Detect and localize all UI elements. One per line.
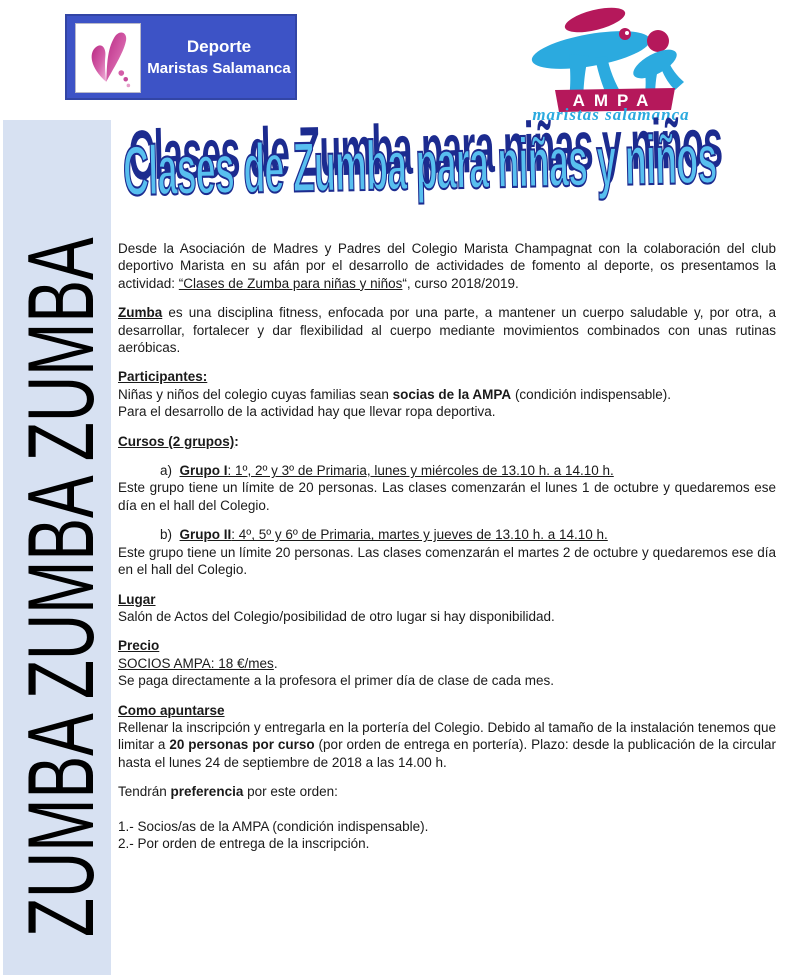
text-segment: Rellenar la inscripción y entregarla en la portería del Colegio. Debido al tamaño de la instalación tenemos que limitar a bbox=[118, 719, 776, 753]
document-body bbox=[118, 240, 776, 852]
text-segment: a) bbox=[160, 463, 180, 479]
text-segment: Grupo II bbox=[179, 527, 232, 543]
orden-item-2 bbox=[118, 835, 776, 852]
ampa-logo bbox=[505, 4, 717, 122]
text-segment: . bbox=[273, 655, 278, 671]
text-segment: es una disciplina fitness, enfocada por una parte, a mantener un cuerpo saludable y, por otra, a desarrollar, fortalecer y dar flexibilidad al cuerpo mediante movimientos combinados con unas rutinas aeróbicas. bbox=[118, 305, 776, 356]
text-segment: Este grupo tiene un límite 20 personas. Las clases comenzarán el martes 2 de octubre y quedaremos ese día en el hall del Colegio. bbox=[118, 544, 776, 578]
text-segment: (condición indispensable). bbox=[511, 386, 672, 402]
text-segment: Cursos (2 grupos) bbox=[118, 433, 235, 449]
deporte-maristas-logo bbox=[65, 14, 297, 100]
deporte-logo-text bbox=[145, 16, 293, 98]
text-segment: SOCIOS AMPA: 18 €/mes bbox=[118, 655, 274, 671]
text-segment: b) bbox=[160, 527, 180, 543]
text-segment: Para el desarrollo de la actividad hay que llevar ropa deportiva. bbox=[118, 404, 496, 420]
ampa-banner-text: AMPA bbox=[572, 91, 658, 110]
text-segment: Se paga directamente a la profesora el primer día de clase de cada mes. bbox=[118, 673, 554, 689]
text-segment: “Clases de Zumba para niñas y niños bbox=[178, 275, 403, 291]
text-segment: socias de la AMPA bbox=[392, 386, 512, 402]
deporte-logo-line1: Deporte bbox=[186, 37, 252, 56]
grupo1-line bbox=[118, 462, 776, 479]
precio-line-2 bbox=[118, 672, 776, 689]
text-segment: 2.- Por orden de entrega de la inscripción. bbox=[118, 835, 370, 851]
participantes-line-1 bbox=[118, 386, 776, 403]
text-segment: : bbox=[234, 433, 239, 449]
text-segment: : 1º, 2º y 3º de Primaria, lunes y miércoles de 13.10 h. a 14.10 h. bbox=[227, 463, 614, 479]
text-segment: Grupo I bbox=[179, 463, 228, 479]
zumba-vertical-label: ZUMBA ZUMBA ZUMBA bbox=[8, 237, 113, 937]
text-segment: por este orden: bbox=[243, 784, 338, 800]
text-segment: Desde la Asociación de Madres y Padres del Colegio Marista Champagnat con la colaboración del club deportivo Marista en su afán por el desarrollo de actividades de fomento al deporte, os presentamos la actividad: bbox=[118, 241, 776, 291]
ampa-figures-graphic bbox=[505, 4, 717, 122]
deporte-logo-line2: Maristas Salamanca bbox=[147, 60, 291, 77]
ampa-subtitle-text: maristas salamanca bbox=[532, 105, 690, 122]
text-segment: preferencia bbox=[170, 784, 244, 800]
grupo2-description bbox=[118, 544, 776, 579]
como-apuntarse-heading bbox=[118, 702, 776, 719]
cursos-heading bbox=[118, 433, 776, 450]
text-segment: Lugar bbox=[118, 591, 156, 607]
text-segment: “, curso 2018/2019. bbox=[402, 275, 519, 291]
text-segment: Salón de Actos del Colegio/posibilidad de otro lugar si hay disponibilidad. bbox=[118, 608, 555, 624]
text-segment: 1.- Socios/as de la AMPA (condición indispensable). bbox=[118, 818, 429, 834]
precio-heading bbox=[118, 637, 776, 654]
text-segment: Participantes: bbox=[118, 369, 208, 385]
text-segment: Tendrán bbox=[118, 784, 171, 800]
lugar-line bbox=[118, 608, 776, 625]
grupo1-description bbox=[118, 479, 776, 514]
preferencia-line bbox=[118, 783, 776, 800]
participantes-line-2 bbox=[118, 403, 776, 420]
text-segment: (por orden de entrega en portería). Plazo: desde la publicación de la circular hasta el lunes 24 de septiembre de 2018 a las 14.00 h. bbox=[118, 737, 776, 770]
precio-line-1 bbox=[118, 655, 776, 672]
zumba-definition bbox=[118, 304, 776, 356]
como-apuntarse-paragraph bbox=[118, 719, 776, 771]
text-segment: Precio bbox=[118, 638, 160, 654]
grupo2-line bbox=[118, 526, 776, 543]
text-segment: Niñas y niños del colegio cuyas familias sean bbox=[118, 386, 393, 402]
lugar-heading bbox=[118, 591, 776, 608]
zumba-vertical-banner bbox=[3, 120, 111, 975]
intro-paragraph bbox=[118, 240, 776, 292]
participantes-heading bbox=[118, 368, 776, 385]
marista-heart-graphic bbox=[80, 27, 136, 89]
text-segment: Este grupo tiene un límite de 20 personas. Las clases comenzarán el lunes 1 de octubre y quedaremos ese día en el hall del Colegio. bbox=[118, 480, 776, 513]
text-segment: 20 personas por curso bbox=[169, 737, 315, 753]
page-title bbox=[122, 120, 774, 218]
text-segment: : 4º, 5º y 6º de Primaria, martes y jueves de 13.10 h. a 14.10 h. bbox=[231, 527, 608, 543]
marista-heart-icon bbox=[75, 23, 141, 93]
zumba-vertical-text bbox=[7, 120, 115, 975]
text-segment: Como apuntarse bbox=[118, 702, 225, 718]
text-segment: Zumba bbox=[118, 305, 163, 321]
page-title-text: Clases de Zumba para niñas y niños bbox=[122, 120, 718, 211]
orden-item-1 bbox=[118, 818, 776, 835]
